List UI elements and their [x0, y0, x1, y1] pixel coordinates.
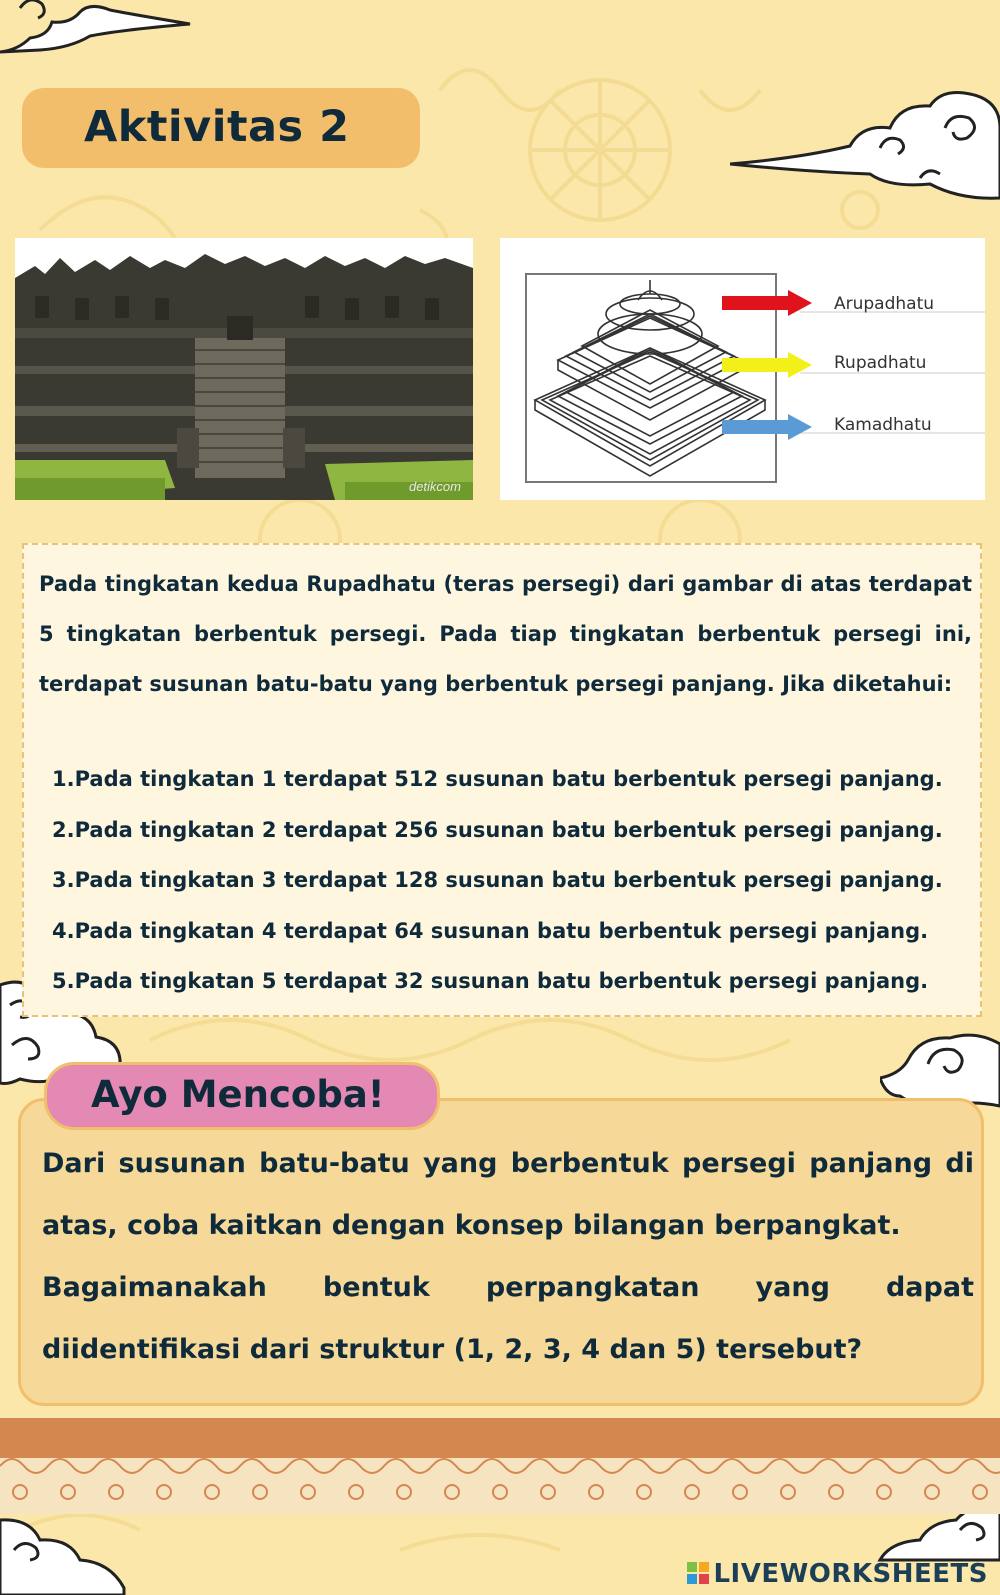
temple-photo-illustration — [15, 238, 473, 500]
level-item-2: 2.Pada tingkatan 2 terdapat 256 susunan batu berbentuk persegi panjang. — [52, 817, 943, 842]
borobudur-photo — [15, 238, 473, 500]
level-item-5: 5.Pada tingkatan 5 terdapat 32 susunan batu berbentuk persegi panjang. — [52, 969, 929, 993]
question-heading: Ayo Mencoba! — [91, 1073, 385, 1116]
question-text — [42, 1133, 974, 1381]
liveworksheets-brand — [687, 1559, 988, 1589]
label-kamadhatu: Kamadhatu — [834, 415, 932, 435]
title-banner — [22, 88, 420, 168]
liveworksheets-logo-icon — [687, 1562, 709, 1584]
page-title: Aktivitas 2 — [84, 102, 350, 152]
borobudur-levels-diagram — [500, 238, 985, 500]
brand-text: LIVEWORKSHEETS — [713, 1559, 988, 1589]
label-arupadhatu: Arupadhatu — [834, 294, 935, 314]
info-box — [22, 543, 982, 1017]
photo-watermark: detikcom — [408, 479, 461, 494]
level-list — [52, 754, 972, 1007]
cloud-decoration-top-right — [730, 88, 1000, 200]
level-item-3: 3.Pada tingkatan 3 terdapat 128 susunan batu berbentuk persegi panjang. — [52, 868, 943, 892]
cloud-decoration-top-left — [0, 0, 200, 56]
level-item-1: 1.Pada tingkatan 1 terdapat 512 susunan batu berbentuk persegi panjang. — [52, 767, 943, 791]
question-heading-banner — [44, 1062, 440, 1130]
cloud-decoration-bottom-left — [0, 1510, 130, 1595]
level-item-4: 4.Pada tingkatan 4 terdapat 64 susunan batu berbentuk persegi panjang. — [52, 918, 929, 943]
info-paragraph: Pada tingkatan kedua Rupadhatu (teras persegi) dari gambar di atas terdapat 5 tingkatan berbentuk persegi. Pada tiap tingkatan berbentuk persegi ini, terdapat susunan batu-batu yang berbentuk persegi panjang. Jika diketahui: — [39, 572, 972, 696]
label-rupadhatu: Rupadhatu — [834, 353, 927, 373]
decorative-band — [0, 1418, 1000, 1514]
ornament-border-pattern — [0, 1418, 1000, 1514]
question-paragraph-1: Dari susunan batu-batu yang berbentuk persegi panjang di atas, coba kaitkan dengan konsep bilangan berpangkat. — [42, 1148, 974, 1241]
question-paragraph-2: Bagaimanakah bentuk perpangkatan yang dapat diidentifikasi dari struktur (1, 2, 3, 4 dan 5) tersebut? — [42, 1272, 974, 1365]
